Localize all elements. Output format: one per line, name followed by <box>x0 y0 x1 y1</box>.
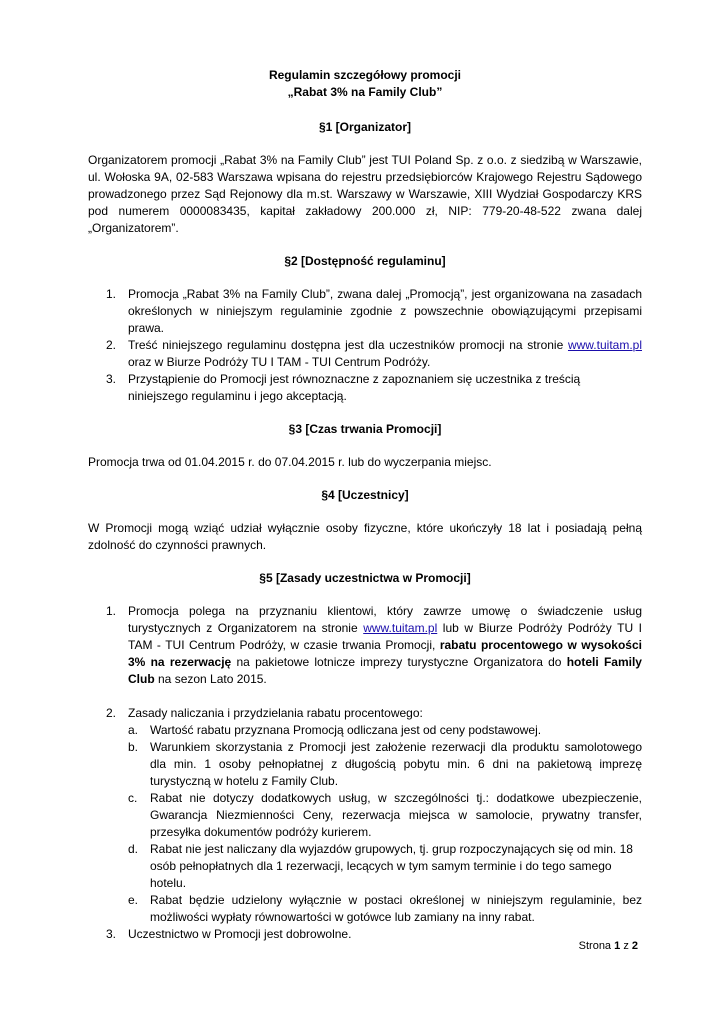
item-bold-discount: rabatu procentowego w wysokości 3% na rezerwację <box>128 638 642 669</box>
sub-item-text: Rabat nie dotyczy dodatkowych usług, w szczególności tj.: dodatkowe ubezpieczenie, Gwarancja Niezmienności Ceny, rezerwacja miejsca w samolocie, prywatny transfer, przesyłka dokumentów podróży kurierem. <box>150 791 642 839</box>
item-text-pre: Treść niniejszego regulaminu dostępna jest dla uczestników promocji na stronie <box>128 338 568 352</box>
sub-list-item <box>128 722 642 739</box>
item-text: Promocja „Rabat 3% na Family Club”, zwana dalej „Promocją”, jest organizowana na zasadach określonych w niniejszym regulaminie zgodnie z powszechnie obowiązującymi przepisami prawa. <box>128 287 642 335</box>
document-title <box>88 67 642 101</box>
item-text-post: oraz w Biurze Podróży TU I TAM - TUI Centrum Podróży. <box>128 355 431 369</box>
list-item <box>88 286 642 337</box>
document-content <box>88 67 642 943</box>
item-number: 2. <box>106 706 117 720</box>
footer-separator: z <box>623 940 629 952</box>
sub-list-item <box>128 841 642 892</box>
item-text: Zasady naliczania i przydzielania rabatu procentowego: <box>128 706 423 720</box>
section-5-heading: §5 [Zasady uczestnictwa w Promocji] <box>259 571 471 585</box>
list-item <box>88 926 642 943</box>
section-1-heading: §1 [Organizator] <box>318 120 411 134</box>
section-2-heading: §2 [Dostępność regulaminu] <box>284 254 446 268</box>
item-number: 2. <box>106 338 117 352</box>
title-line-2: „Rabat 3% na Family Club” <box>287 85 443 99</box>
sub-item-text: Rabat będzie udzielony wyłącznie w postaci określonej w niniejszym regulaminie, bez możliwości wypłaty równowartości w gotówce lub zamiany na inny rabat. <box>150 893 642 924</box>
section-3-text: Promocja trwa od 01.04.2015 r. do 07.04.2015 r. lub do wyczerpania miejsc. <box>88 455 492 469</box>
sub-list-item <box>128 790 642 841</box>
item-text-c: na pakietowe lotnicze imprezy turystyczne Organizatora do <box>231 655 567 669</box>
page-footer <box>579 938 638 955</box>
sub-item-letter: b. <box>128 740 139 754</box>
list-item <box>88 705 642 926</box>
tuitam-link[interactable]: www.tuitam.pl <box>363 621 438 635</box>
section-4-text: W Promocji mogą wziąć udział wyłącznie osoby fizyczne, które ukończyły 18 lat i posiadają pełną zdolność do czynności prawnych. <box>88 521 642 552</box>
item-text: Uczestnictwo w Promocji jest dobrowolne. <box>128 927 352 941</box>
section-2-list <box>88 286 642 405</box>
list-item <box>88 603 642 688</box>
sub-item-letter: a. <box>128 723 139 737</box>
item-text-b: lub w Biurze Podróży Podróży TU I TAM - TUI Centrum Podróży, w czasie trwania Promocji, <box>128 621 643 652</box>
section-5-list <box>88 603 642 943</box>
item-number: 3. <box>106 372 117 386</box>
sub-item-letter: e. <box>128 893 139 907</box>
item-text: Przystąpienie do Promocji jest równoznaczne z zapoznaniem się uczestnika z treścią niniejszego regulaminu i jego akceptacją. <box>128 372 581 403</box>
sub-item-text: Wartość rabatu przyznana Promocją odliczana jest od ceny podstawowej. <box>150 723 542 737</box>
item-bold-hotels: hoteli Family Club <box>128 655 642 686</box>
section-4-heading: §4 [Uczestnicy] <box>321 488 409 502</box>
sub-item-text: Rabat nie jest naliczany dla wyjazdów grupowych, tj. grup rozpoczynających się od min. 18 osób pełnopłatnych dla 1 rezerwacji, lecących w tym samym terminie i do tego samego hotelu. <box>150 842 633 890</box>
footer-label: Strona <box>578 940 612 952</box>
sub-item-letter: c. <box>128 791 138 805</box>
section-1-text: Organizatorem promocji „Rabat 3% na Family Club” jest TUI Poland Sp. z o.o. z siedzibą w Warszawie, ul. Wołoska 9A, 02-583 Warszawa wpisana do rejestru przedsiębiorców Krajowego Rejestru Sądowego prowadzonego przez Sąd Rejonowy dla m.st. Warszawy w Warszawie, XIII Wydział Gospodarczy KRS pod numerem 0000083435, kapitał zakładowy 200.000 zł, NIP: 779-20-48-522 zwana dalej „Organizatorem”. <box>88 153 642 235</box>
tuitam-link[interactable]: www.tuitam.pl <box>567 338 642 352</box>
item-text-d: na sezon Lato 2015. <box>154 672 267 686</box>
sub-list-item <box>128 739 642 790</box>
title-line-1: Regulamin szczegółowy promocji <box>268 68 462 82</box>
section-3-heading: §3 [Czas trwania Promocji] <box>288 422 442 436</box>
sub-list <box>128 722 642 926</box>
footer-page-number: 1 <box>614 940 621 952</box>
item-text-a: Promocja polega na przyznaniu klientowi, który zawrze umowę o świadczenie usług turystycznych z Organizatorem na stronie <box>128 604 642 635</box>
item-number: 1. <box>106 604 117 618</box>
footer-page-total: 2 <box>631 940 638 952</box>
list-item <box>88 337 642 371</box>
sub-item-text: Warunkiem skorzystania z Promocji jest założenie rezerwacji dla produktu samolotowego dla min. 1 osoby pełnopłatnej z długością pobytu min. 6 dni na pakietową imprezę turystyczną w hotelu z Family Club. <box>150 740 642 788</box>
sub-list-item <box>128 892 642 926</box>
item-number: 1. <box>106 287 117 301</box>
sub-item-letter: d. <box>128 842 139 856</box>
item-number: 3. <box>106 927 117 941</box>
list-item <box>88 371 642 405</box>
